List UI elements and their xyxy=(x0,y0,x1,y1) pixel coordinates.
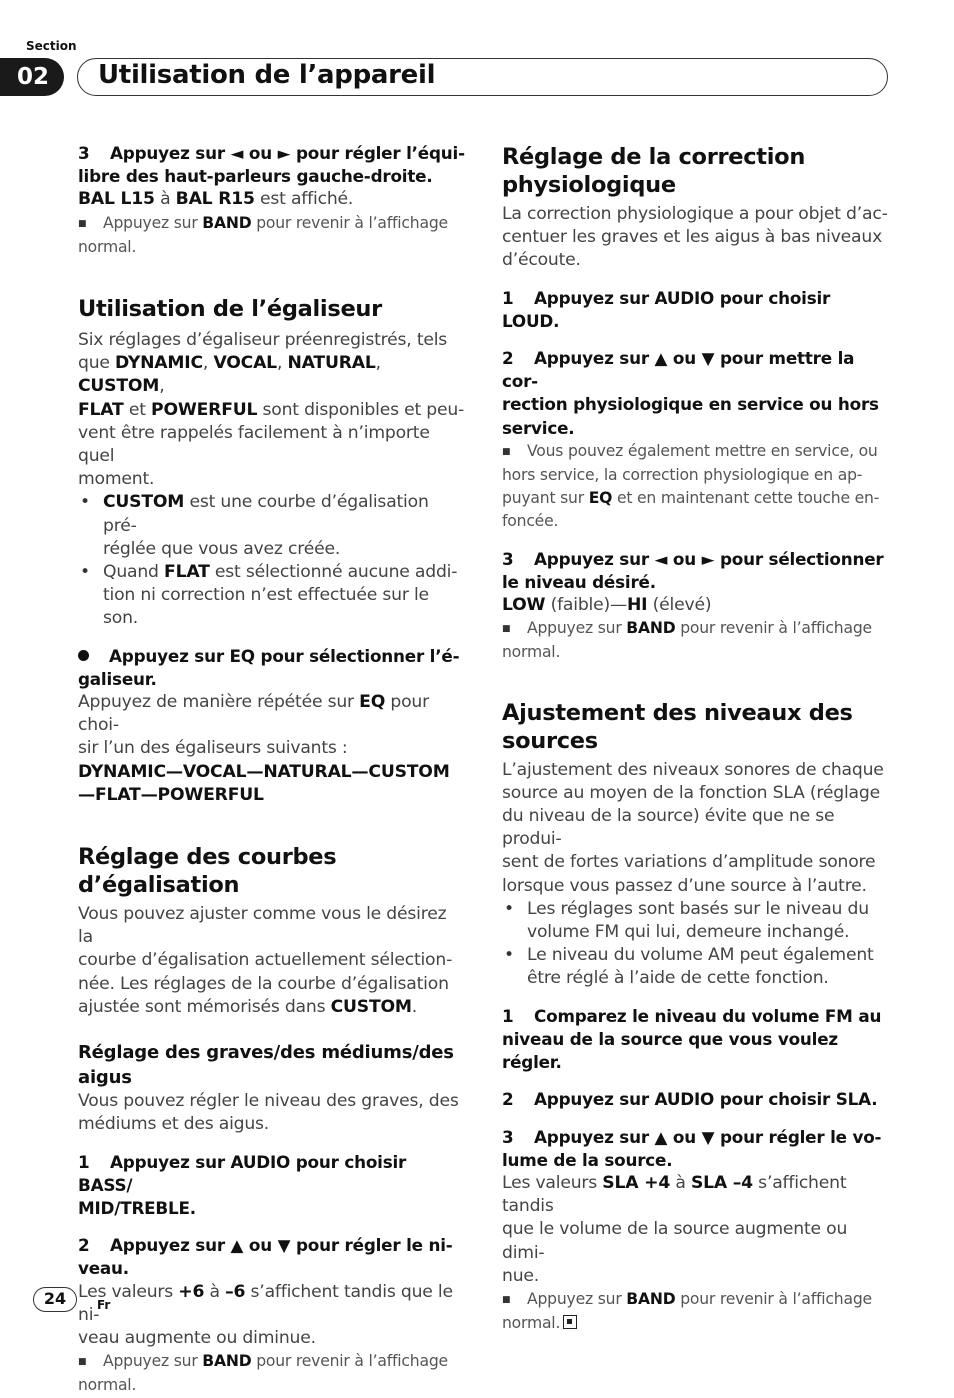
sla-bullets xyxy=(502,898,890,991)
list-item: • CUSTOM est une courbe d’égalisation pré- réglée que vous avez créée. xyxy=(78,491,466,561)
loudness-heading: Réglage de la correction physiologique xyxy=(502,144,806,198)
curve-heading: Réglage des courbes d’égalisation xyxy=(78,844,337,899)
bass-text: Vous pouvez régler le niveau des graves, des médiums et des aigus. xyxy=(78,1091,459,1135)
section-number-badge: 02 xyxy=(0,58,64,96)
note-square-icon: ■ xyxy=(78,218,87,229)
loudness-text: La correction physiologique a pour objet d’ac- centuer les graves et les aigus à bas niveaux d’écoute. xyxy=(502,204,888,271)
list-item: • Les réglages sont basés sur le niveau du volume FM qui lui, demeure inchangé. xyxy=(502,898,890,944)
equalizer-heading: Utilisation de l’égaliseur xyxy=(78,296,382,323)
right-column xyxy=(502,143,890,1335)
sla-step-3: 3 Appuyez sur ▲ ou ▼ pour régler le vo- lume de la source. xyxy=(502,1126,882,1170)
balance-values: BAL L15 à BAL R15 est affiché. xyxy=(78,189,354,210)
loud-step-1: 1 Appuyez sur AUDIO pour choisir LOUD. xyxy=(502,287,831,331)
note-band-return: ■ Appuyez sur BAND pour revenir à l’affichage normal. xyxy=(78,1352,448,1395)
equalizer-bullets xyxy=(78,491,466,630)
note-band-return: ■ Appuyez sur BAND pour revenir à l’affichage normal. xyxy=(502,619,872,662)
note-square-icon: ■ xyxy=(502,624,511,635)
step-3-balance: 3 Appuyez sur ◄ ou ► pour régler l’équi- libre des haut-parleurs gauche-droite. xyxy=(78,143,465,187)
note-band-return: ■ Appuyez sur BAND pour revenir à l’affichage normal. xyxy=(78,213,448,256)
sla-text: L’ajustement des niveaux sonores de chaque source au moyen de la fonction SLA (réglage du niveau de la source) évite que ne se produi- sent de fortes variations d’amplitude sonore lorsque vous passez d’une source à l’autre. xyxy=(502,759,884,896)
loud-note: ■ Vous pouvez également mettre en service, ou hors service, la correction physiologique en ap- puyant sur EQ et en maintenant cette touche en- foncée. xyxy=(502,441,880,531)
bass-heading: Réglage des graves/des médiums/des aigus xyxy=(78,1042,454,1089)
sla-values: Les valeurs SLA +4 à SLA –4 s’affichent tandis que le volume de la source augmente ou dimi- nue. xyxy=(502,1172,848,1286)
language-label: Fr xyxy=(97,1298,111,1312)
note-square-icon: ■ xyxy=(502,1294,511,1305)
bass-step-1: 1 Appuyez sur AUDIO pour choisir BASS/ MID/TREBLE. xyxy=(78,1151,407,1218)
bullet-dot-icon xyxy=(78,650,89,661)
page-number: 24 xyxy=(33,1287,77,1312)
chapter-title: Utilisation de l’appareil xyxy=(98,60,436,90)
eq-repeat-text: Appuyez de manière répétée sur EQ pour choi- sir l’un des égaliseurs suivants : xyxy=(78,692,429,759)
section-label: Section xyxy=(26,39,77,53)
note-square-icon: ■ xyxy=(78,1357,87,1368)
bass-step-2: 2 Appuyez sur ▲ ou ▼ pour régler le ni- veau. xyxy=(78,1235,453,1279)
list-item: • Quand FLAT est sélectionné aucune addi- tion ni correction n’est effectuée sur le son. xyxy=(78,561,466,631)
eq-select-step: Appuyez sur EQ pour sélectionner l’é- galiseur. xyxy=(78,645,460,689)
equalizer-intro: Six réglages d’égaliseur préenregistrés, tels que DYNAMIC, VOCAL, NATURAL, CUSTOM, FLAT et POWERFUL sont disponibles et peu- vent être rappelés facilement à n’importe quel moment. xyxy=(78,330,465,490)
eq-sequence: DYNAMIC—VOCAL—NATURAL—CUSTOM —FLAT—POWERFUL xyxy=(78,761,450,805)
sla-step-1: 1 Comparez le niveau du volume FM au niveau de la source que vous voulez régler. xyxy=(502,1005,882,1073)
loud-levels: LOW (faible)—HI (élevé) xyxy=(502,595,712,616)
sla-heading: Ajustement des niveaux des sources xyxy=(502,699,853,754)
note-band-return: ■ Appuyez sur BAND pour revenir à l’affichage normal. xyxy=(502,1289,872,1333)
sla-step-2: 2 Appuyez sur AUDIO pour choisir SLA. xyxy=(502,1089,878,1110)
bass-values: Les valeurs +6 à –6 s’affichent tandis que le ni- veau augmente ou diminue. xyxy=(78,1281,453,1348)
list-item: • Le niveau du volume AM peut également être réglé à l’aide de cette fonction. xyxy=(502,944,890,990)
note-square-icon: ■ xyxy=(502,446,511,457)
loud-step-2: 2 Appuyez sur ▲ ou ▼ pour mettre la cor- rection physiologique en service ou hors service. xyxy=(502,348,879,438)
curve-text: Vous pouvez ajuster comme vous le désirez la courbe d’égalisation actuellement sélection- née. Les réglages de la courbe d’égalisation ajustée sont mémorisés dans CUSTOM. xyxy=(78,904,453,1017)
end-of-section-icon xyxy=(563,1315,577,1329)
loud-step-3: 3 Appuyez sur ◄ ou ► pour sélectionner le niveau désiré. xyxy=(502,548,884,592)
chapter-title-bar xyxy=(77,58,888,96)
left-column xyxy=(78,142,466,1398)
